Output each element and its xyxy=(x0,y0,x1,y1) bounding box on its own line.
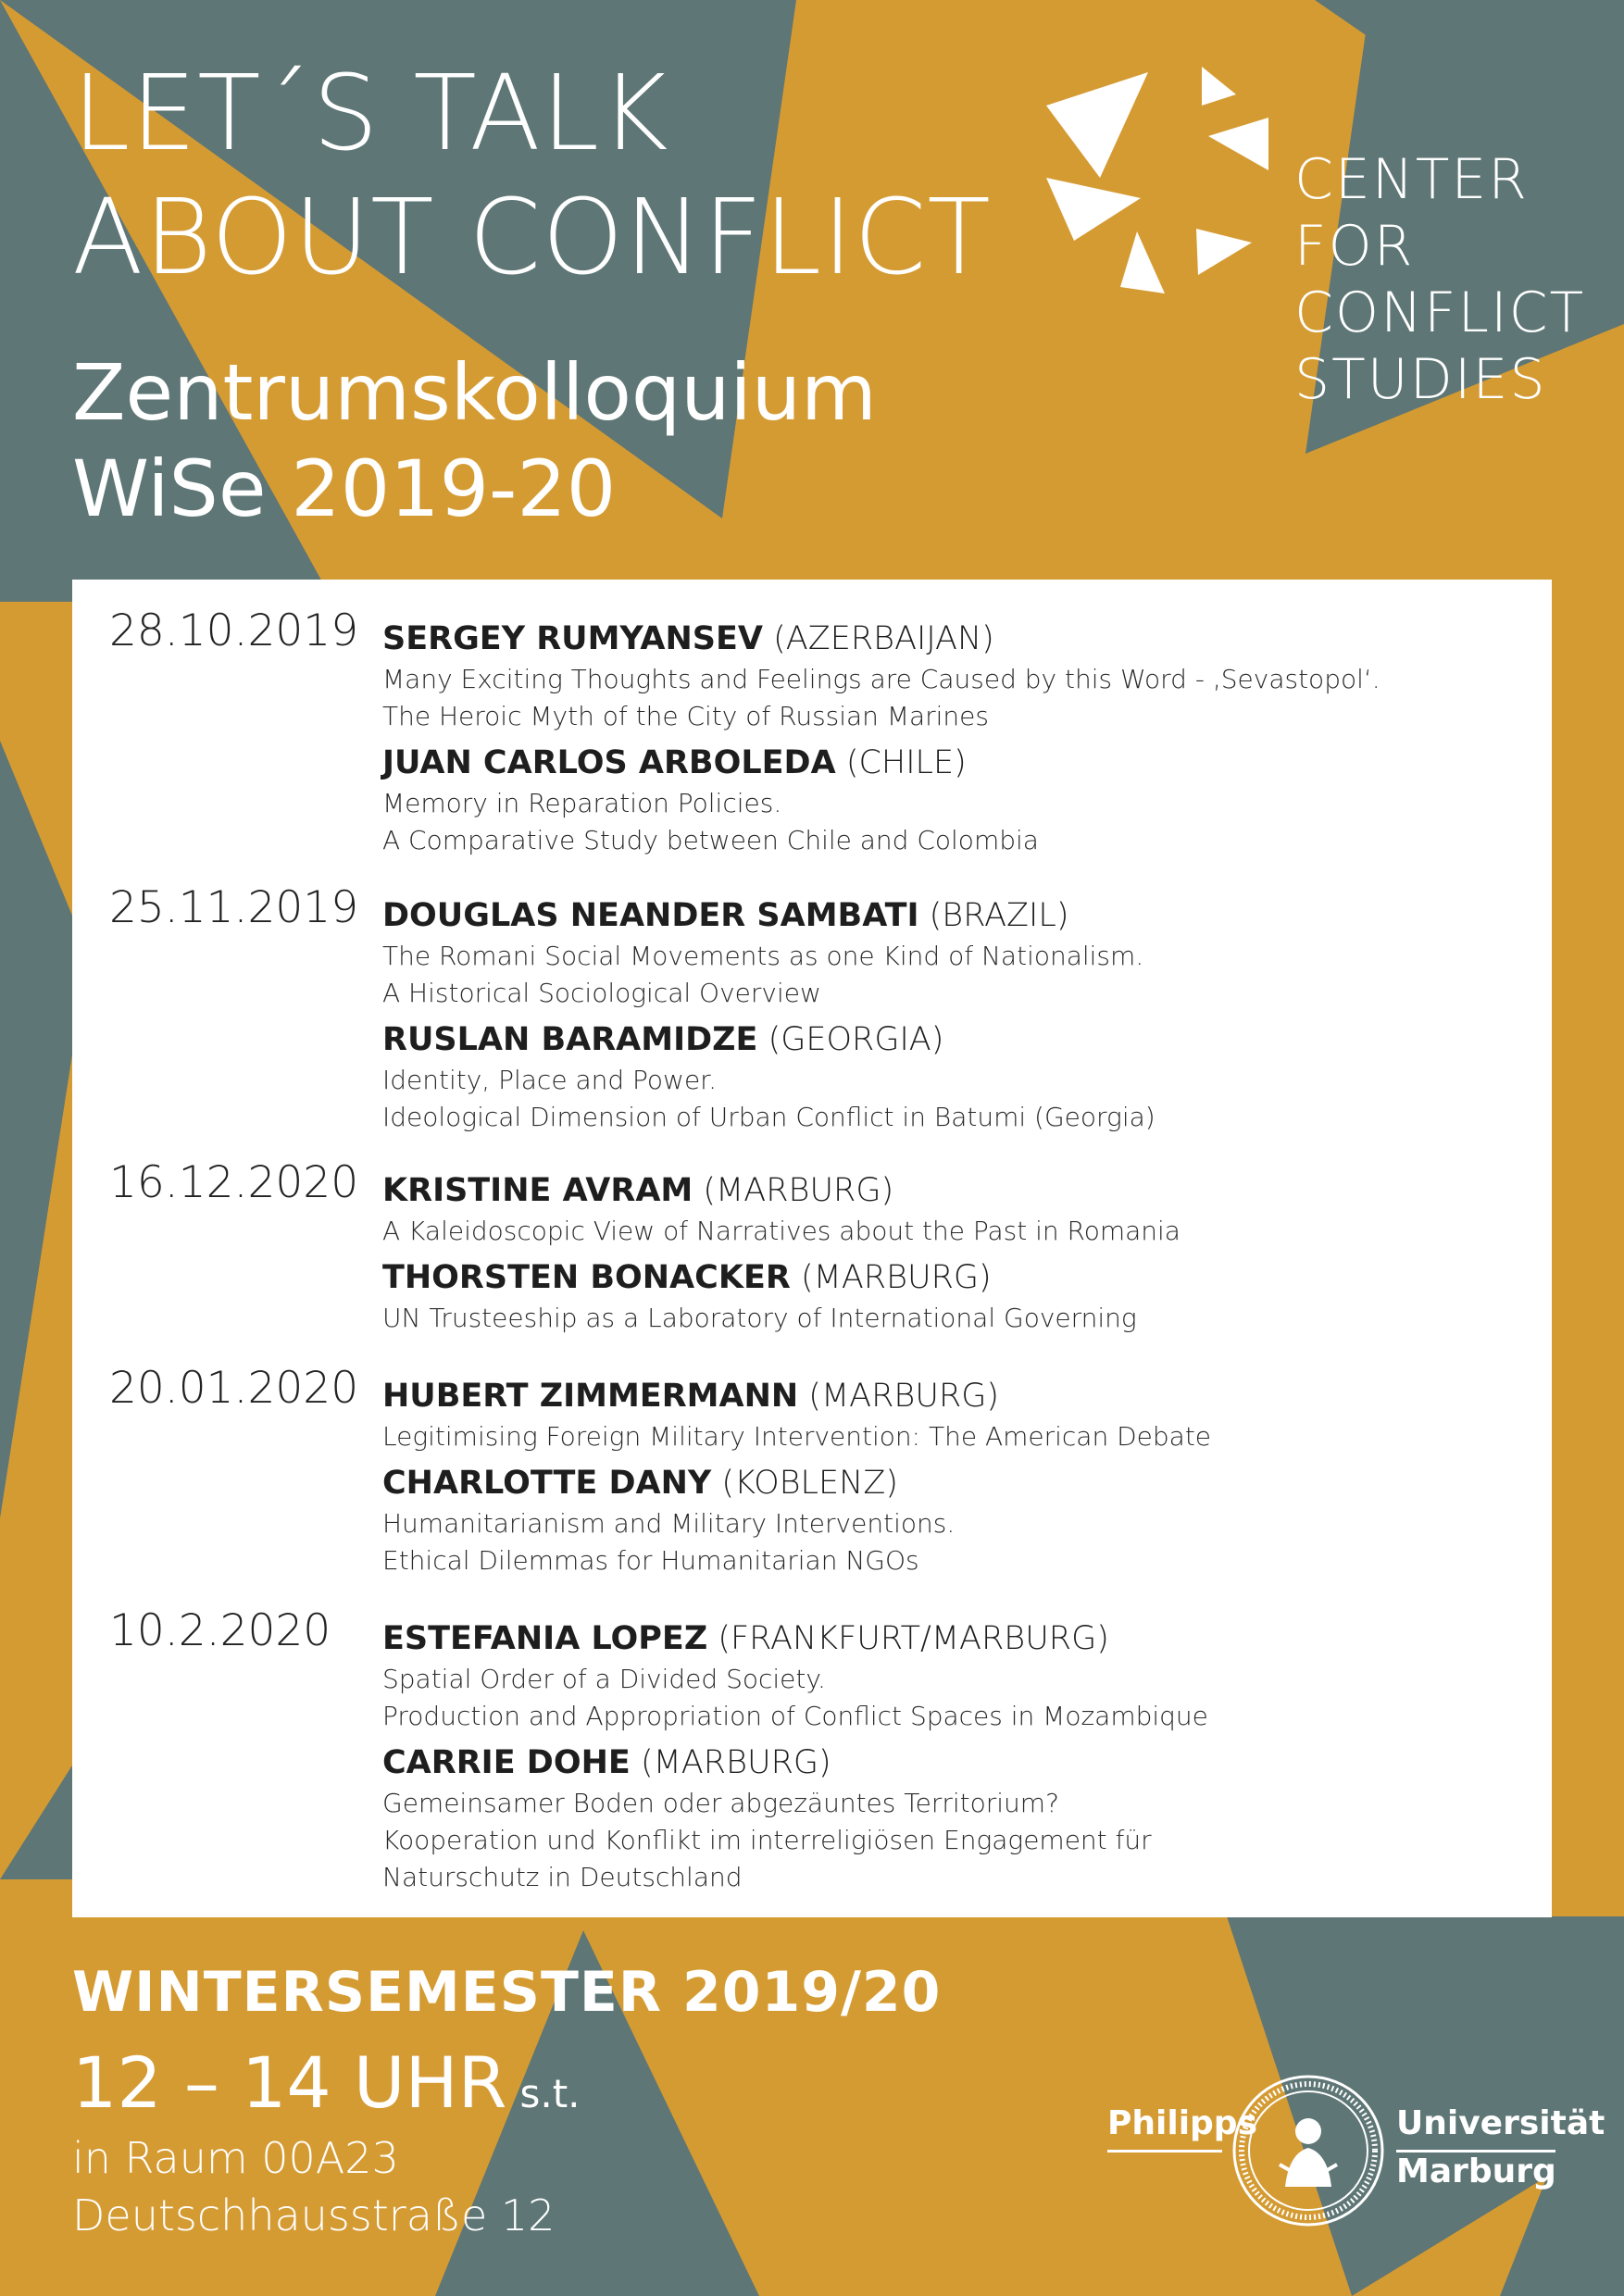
talk-title-line: The Heroic Myth of the City of Russian Marines xyxy=(382,701,989,731)
university-seal-icon xyxy=(1231,2074,1385,2227)
radiating-triangles-icon xyxy=(1046,67,1268,293)
university-name-left: Philipps xyxy=(1107,2104,1257,2142)
speaker-origin: (MARBURG) xyxy=(808,1378,1000,1415)
talk-title-line: Legitimising Foreign Military Intervention: The American Debate xyxy=(382,1421,1212,1452)
speaker xyxy=(382,1461,1521,1505)
speaker-name: KRISTINE AVRAM xyxy=(382,1172,693,1209)
speaker-name: THORSTEN BONACKER xyxy=(382,1259,791,1296)
talk-title-line: Spatial Order of a Divided Society. xyxy=(382,1664,826,1694)
speaker-origin: (KOBLENZ) xyxy=(721,1465,898,1502)
logo-text-line-2: FOR xyxy=(1294,214,1415,279)
subtitle-line-1: Zentrumskolloquium xyxy=(72,347,877,438)
talk-1 xyxy=(382,617,1521,735)
session-date: 28.10.2019 xyxy=(109,605,359,656)
speaker-name: CHARLOTTE DANY xyxy=(382,1465,712,1502)
talk-title-line: A Comparative Study between Chile and Colombia xyxy=(382,825,1039,855)
talk-title-line: Naturschutz in Deutschland xyxy=(382,1862,743,1892)
talk-2 xyxy=(382,741,1521,859)
talk-title-line: A Kaleidoscopic View of Narratives about the Past in Romania xyxy=(382,1216,1181,1246)
speaker xyxy=(382,1255,1521,1300)
logo-text-line-3: CONFLICT xyxy=(1294,281,1586,345)
talk-2 xyxy=(382,1017,1521,1136)
logo-text-line-4: STUDIES xyxy=(1294,347,1547,412)
subtitle-line-2: WiSe 2019-20 xyxy=(72,443,617,534)
speaker xyxy=(382,617,1521,661)
talk-title-line: Gemeinsamer Boden oder abgezäuntes Territorium? xyxy=(382,1788,1059,1818)
talk-2 xyxy=(382,1461,1521,1579)
speaker-origin: (MARBURG) xyxy=(800,1259,992,1296)
headline-line-2: ABOUT CONFLICT xyxy=(72,178,992,298)
speaker xyxy=(382,1168,1521,1213)
talk-title-line: Ideological Dimension of Urban Conflict in Batumi (Georgia) xyxy=(382,1102,1156,1132)
speaker-origin: (BRAZIL) xyxy=(929,897,1069,934)
session-date: 25.11.2019 xyxy=(109,882,359,933)
talk-title-line: UN Trusteeship as a Laboratory of International Governing xyxy=(382,1303,1137,1333)
speaker-name: DOUGLAS NEANDER SAMBATI xyxy=(382,897,919,934)
speaker-origin: (AZERBAIJAN) xyxy=(773,620,994,657)
time-suffix: s.t. xyxy=(519,2071,581,2116)
talk-title-line: The Romani Social Movements as one Kind of Nationalism. xyxy=(382,941,1144,971)
program-panel xyxy=(72,580,1552,1917)
university-name-right-1: Universität xyxy=(1396,2104,1605,2142)
speaker-origin: (CHILE) xyxy=(845,744,967,781)
speaker-origin: (FRANKFURT/MARBURG) xyxy=(718,1620,1109,1657)
speaker-name: HUBERT ZIMMERMANN xyxy=(382,1378,799,1415)
headline-line-1: LET´S TALK xyxy=(72,54,669,174)
session-date: 10.2.2020 xyxy=(109,1605,331,1656)
logo-text-line-1: CENTER xyxy=(1294,147,1529,212)
session-date: 20.01.2020 xyxy=(109,1363,359,1414)
room-label: in Raum 00A23 xyxy=(72,2133,399,2183)
talk-title-line: Humanitarianism and Military Interventions. xyxy=(382,1508,956,1539)
speaker xyxy=(382,741,1521,785)
talk-1 xyxy=(382,1616,1521,1735)
talk-1 xyxy=(382,1374,1521,1455)
speaker xyxy=(382,1616,1521,1661)
speaker-origin: (MARBURG) xyxy=(640,1744,831,1781)
talk-title-line: Memory in Reparation Policies. xyxy=(382,788,782,818)
speaker-origin: (MARBURG) xyxy=(703,1172,894,1209)
time-label: 12 – 14 UHR xyxy=(72,2041,507,2124)
speaker-origin: (GEORGIA) xyxy=(768,1021,944,1058)
talk-title-line: Identity, Place and Power. xyxy=(382,1065,718,1095)
speaker xyxy=(382,893,1521,938)
speaker xyxy=(382,1741,1521,1785)
speaker-name: CARRIE DOHE xyxy=(382,1744,631,1781)
speaker xyxy=(382,1017,1521,1062)
speaker-name: SERGEY RUMYANSEV xyxy=(382,620,764,657)
speaker-name: JUAN CARLOS ARBOLEDA xyxy=(382,744,836,781)
talk-2 xyxy=(382,1255,1521,1337)
talk-title-line: Many Exciting Thoughts and Feelings are Caused by this Word - ‚Sevastopol‘. xyxy=(382,664,1380,694)
university-name-right-2: Marburg xyxy=(1396,2152,1556,2190)
speaker xyxy=(382,1374,1521,1418)
speaker-name: RUSLAN BARAMIDZE xyxy=(382,1021,758,1058)
street-address: Deutschhausstraße 12 xyxy=(72,2190,556,2240)
talk-title-line: Kooperation und Konflikt im interreligiösen Engagement für xyxy=(382,1825,1152,1855)
talk-2 xyxy=(382,1741,1521,1896)
speaker-name: ESTEFANIA LOPEZ xyxy=(382,1620,708,1657)
talk-title-line: Production and Appropriation of Conflict Spaces in Mozambique xyxy=(382,1701,1208,1731)
talk-title-line: Ethical Dilemmas for Humanitarian NGOs xyxy=(382,1545,919,1576)
talk-1 xyxy=(382,1168,1521,1250)
university-rule-left xyxy=(1107,2150,1222,2152)
session-date: 16.12.2020 xyxy=(109,1157,359,1208)
time-block xyxy=(72,2037,581,2129)
talk-1 xyxy=(382,893,1521,1012)
semester-label: WINTERSEMESTER 2019/20 xyxy=(72,1960,942,2025)
talk-title-line: A Historical Sociological Overview xyxy=(382,978,821,1008)
